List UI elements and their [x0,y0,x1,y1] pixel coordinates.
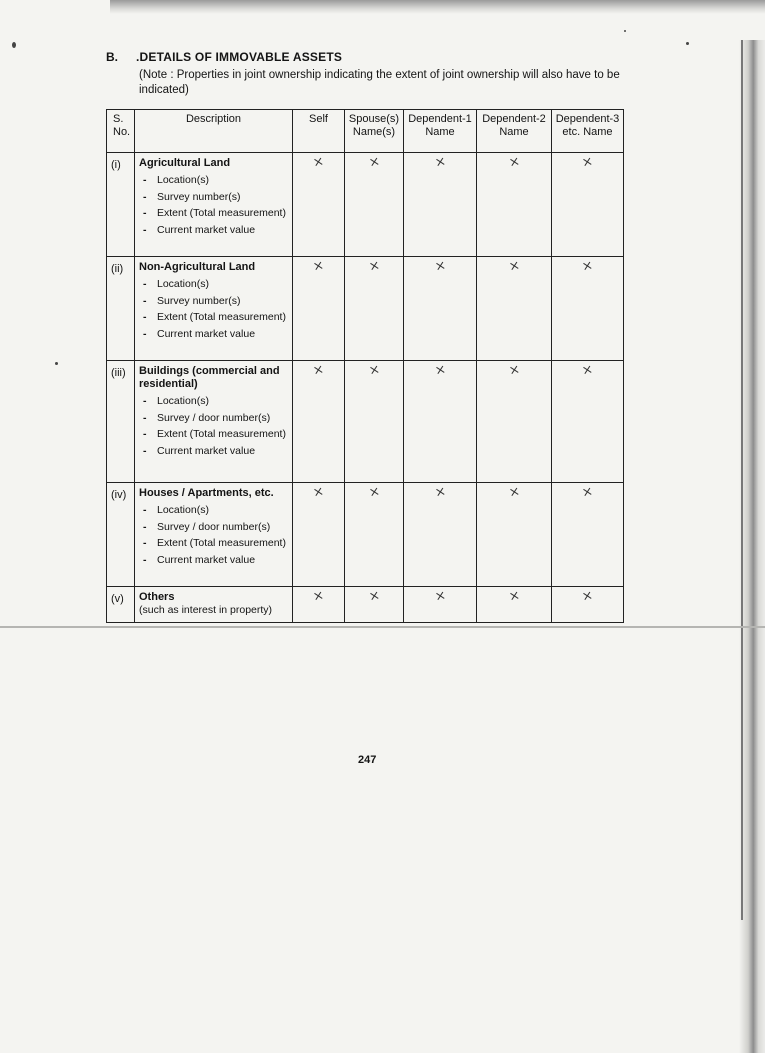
list-item: - Survey number(s) [139,295,288,308]
page-number: 247 [358,754,377,766]
row-items [139,174,288,236]
mark-spouse [345,483,404,587]
table-row [107,483,624,587]
mark-self [293,587,345,623]
header-self: Self [293,110,345,153]
cross-mark: × [580,362,595,379]
mark-dependent-3 [552,361,624,483]
header-spouse: Spouse(s) Name(s) [345,110,404,153]
section-title: .DETAILS OF IMMOVABLE ASSETS [136,50,343,64]
row-category: Houses / Apartments, etc. [139,487,274,499]
row-category: Non-Agricultural Land [139,261,256,273]
row-sno: (iv) [107,483,135,587]
cross-mark: × [433,362,447,379]
list-item: - Survey / door number(s) [139,412,288,425]
list-item: - Location(s) [139,174,288,187]
cross-mark: × [367,258,381,275]
mark-dependent-2 [477,257,552,361]
mark-spouse [345,257,404,361]
row-description [135,361,293,483]
cross-mark: × [580,484,595,501]
scan-speck [624,30,626,32]
cross-mark: × [367,484,381,501]
row-description [135,483,293,587]
cross-mark: × [311,588,326,605]
cross-mark: × [507,258,521,275]
cross-mark: × [580,258,595,275]
list-item: - Current market value [139,445,288,458]
cross-mark: × [311,362,326,379]
list-item: - Current market value [139,328,288,341]
mark-self [293,483,345,587]
mark-self [293,153,345,257]
table-header-row [107,110,624,153]
header-dependent-3: Dependent-3 etc. Name [552,110,624,153]
mark-spouse [345,361,404,483]
mark-self [293,361,345,483]
mark-dependent-1 [404,257,477,361]
cross-mark: × [311,258,326,275]
list-item: - Extent (Total measurement) [139,311,288,324]
list-item: - Extent (Total measurement) [139,537,288,550]
cross-mark: × [433,154,447,171]
row-subtitle: (such as interest in property) [139,604,273,616]
cross-mark: × [311,484,326,501]
cross-mark: × [433,258,447,275]
row-sno: (i) [107,153,135,257]
mark-dependent-1 [404,153,477,257]
header-sno: S. No. [107,110,135,153]
mark-dependent-2 [477,361,552,483]
row-category: Agricultural Land [139,157,231,169]
scan-edge-top [110,0,765,14]
cross-mark: × [367,362,381,379]
list-item: - Location(s) [139,278,288,291]
row-items [139,278,288,340]
mark-dependent-2 [477,153,552,257]
section-letter: B. [106,50,118,64]
mark-self [293,257,345,361]
scan-binding-line [741,40,743,920]
list-item: - Survey / door number(s) [139,521,288,534]
mark-dependent-3 [552,153,624,257]
scan-speck [686,42,689,45]
row-description [135,257,293,361]
mark-dependent-3 [552,587,624,623]
mark-dependent-3 [552,257,624,361]
cross-mark: × [507,588,521,605]
scan-speck [55,362,58,365]
cross-mark: × [580,588,595,605]
cross-mark: × [367,154,381,171]
cross-mark: × [580,154,595,171]
cross-mark: × [433,588,447,605]
row-sno: (iii) [107,361,135,483]
mark-dependent-2 [477,587,552,623]
mark-dependent-3 [552,483,624,587]
mark-dependent-1 [404,587,477,623]
section-note: (Note : Properties in joint ownership indicating the extent of joint ownership will also have to be indicated) [139,69,620,96]
row-items [139,504,288,566]
scan-fold-line [0,626,765,628]
cross-mark: × [433,484,447,501]
row-category: Others [139,591,175,603]
list-item: - Location(s) [139,504,288,517]
cross-mark: × [507,362,521,379]
table-row [107,153,624,257]
mark-dependent-1 [404,361,477,483]
row-category: Buildings (commercial and residential) [139,365,280,390]
row-sno: (ii) [107,257,135,361]
mark-spouse [345,153,404,257]
cross-mark: × [311,154,326,171]
immovable-assets-table [106,109,624,623]
list-item: - Current market value [139,554,288,567]
table-row [107,257,624,361]
list-item: - Survey number(s) [139,191,288,204]
header-dependent-1: Dependent-1 Name [404,110,477,153]
mark-spouse [345,587,404,623]
header-dependent-2: Dependent-2 Name [477,110,552,153]
cross-mark: × [367,588,381,605]
list-item: - Current market value [139,224,288,237]
mark-dependent-1 [404,483,477,587]
header-description: Description [135,110,293,153]
table-row [107,587,624,623]
scan-speck [12,42,16,48]
cross-mark: × [507,154,521,171]
row-items [139,395,288,457]
table-row [107,361,624,483]
row-sno: (v) [107,587,135,623]
list-item: - Location(s) [139,395,288,408]
row-description [135,587,293,623]
cross-mark: × [507,484,521,501]
mark-dependent-2 [477,483,552,587]
row-description [135,153,293,257]
list-item: - Extent (Total measurement) [139,207,288,220]
list-item: - Extent (Total measurement) [139,428,288,441]
